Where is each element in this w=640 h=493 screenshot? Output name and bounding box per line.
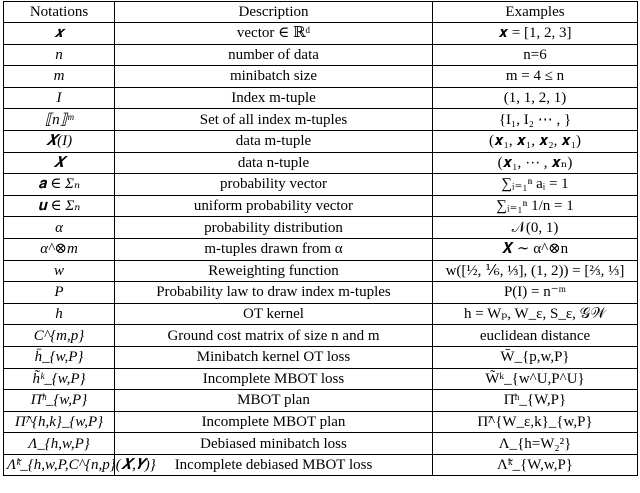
table-row — [4, 66, 638, 88]
table-row — [4, 260, 638, 282]
description-cell: Index m-tuple — [115, 87, 433, 109]
table-row — [4, 238, 638, 260]
example-cell: w([½, ⅙, ⅓], (1, 2)) = [⅔, ⅓] — [433, 260, 638, 282]
example-cell: euclidean distance — [433, 325, 638, 347]
table-row — [4, 109, 638, 131]
example-cell: W̄_{p,w,P} — [433, 346, 638, 368]
description-cell: Set of all index m-tuples — [115, 109, 433, 131]
example-cell: n=6 — [433, 44, 638, 66]
description-cell: probability distribution — [115, 217, 433, 239]
notation-cell: 𝑿 — [4, 152, 115, 174]
example-cell: ∑ᵢ₌₁ⁿ 1/n = 1 — [433, 195, 638, 217]
description-cell: probability vector — [115, 174, 433, 196]
table-row — [4, 325, 638, 347]
example-cell: {I₁, I₂ ⋯ , } — [433, 109, 638, 131]
notation-cell: α^⊗m — [4, 238, 115, 260]
description-cell: Incomplete MBOT plan — [115, 411, 433, 433]
table-header-row — [4, 2, 638, 23]
notation-cell: Π̄ʰ_{w,P} — [4, 390, 115, 412]
notation-cell: 𝐮 ∈ Σₙ — [4, 195, 115, 217]
example-cell: (𝒙₁, ⋯ , 𝒙ₙ) — [433, 152, 638, 174]
example-cell: Λ_{h=W₂²} — [433, 433, 638, 455]
notation-cell: Π̃^{h,k}_{w,P} — [4, 411, 115, 433]
example-cell: 𝒙 = [1, 2, 3] — [433, 23, 638, 45]
table-row — [4, 217, 638, 239]
example-cell: Π̄ʰ_{W,P} — [433, 390, 638, 412]
table-row — [4, 303, 638, 325]
notation-cell: C^{m,p} — [4, 325, 115, 347]
description-cell: Ground cost matrix of size n and m — [115, 325, 433, 347]
example-cell: Λ̃ᵏ_{W,w,P} — [433, 454, 638, 476]
notation-cell: 𝑿(I) — [4, 130, 115, 152]
example-cell: 𝒩(0, 1) — [433, 217, 638, 239]
example-cell: P(I) = n⁻ᵐ — [433, 282, 638, 304]
notation-cell: P — [4, 282, 115, 304]
notation-cell: I — [4, 87, 115, 109]
table-body — [4, 23, 638, 476]
notation-cell: h̃ᵏ_{w,P} — [4, 368, 115, 390]
notation-cell: α — [4, 217, 115, 239]
table-row — [4, 411, 638, 433]
table-row — [4, 87, 638, 109]
notation-cell: 𝒙 — [4, 23, 115, 45]
notation-table — [3, 1, 638, 476]
header-examples: Examples — [433, 2, 638, 23]
header-description: Description — [115, 2, 433, 23]
notation-cell: n — [4, 44, 115, 66]
example-cell: (1, 1, 2, 1) — [433, 87, 638, 109]
example-cell: W̃ᵏ_{w^U,P^U} — [433, 368, 638, 390]
example-cell: Π̃^{W_ε,k}_{w,P} — [433, 411, 638, 433]
example-cell: m = 4 ≤ n — [433, 66, 638, 88]
table-row — [4, 130, 638, 152]
description-cell: Debiased minibatch loss — [115, 433, 433, 455]
table-row — [4, 44, 638, 66]
description-cell: MBOT plan — [115, 390, 433, 412]
table-row — [4, 174, 638, 196]
table-row — [4, 433, 638, 455]
description-cell: Incomplete MBOT loss — [115, 368, 433, 390]
table-row — [4, 195, 638, 217]
description-cell: Minibatch kernel OT loss — [115, 346, 433, 368]
example-cell: h = Wₚ, W_ε, S_ε, 𝒢𝒲 — [433, 303, 638, 325]
example-cell: 𝑿 ∼ α^⊗n — [433, 238, 638, 260]
description-cell: data n-tuple — [115, 152, 433, 174]
notation-cell: 𝐚 ∈ Σₙ — [4, 174, 115, 196]
notation-cell: Λ̃ᵏ_{h,w,P,C^{n,p}(𝑿,𝒀)} — [4, 454, 115, 476]
notation-cell: h̄_{w,P} — [4, 346, 115, 368]
notation-table-container — [3, 1, 637, 476]
table-row — [4, 390, 638, 412]
description-cell: data m-tuple — [115, 130, 433, 152]
table-row — [4, 346, 638, 368]
table-row — [4, 368, 638, 390]
example-cell: (𝒙₁, 𝒙₁, 𝒙₂, 𝒙₁) — [433, 130, 638, 152]
description-cell: m-tuples drawn from α — [115, 238, 433, 260]
description-cell: Probability law to draw index m-tuples — [115, 282, 433, 304]
example-cell: ∑ᵢ₌₁ⁿ aᵢ = 1 — [433, 174, 638, 196]
table-row — [4, 23, 638, 45]
notation-cell: w — [4, 260, 115, 282]
table-row — [4, 282, 638, 304]
description-cell: OT kernel — [115, 303, 433, 325]
description-cell: vector ∈ ℝᵈ — [115, 23, 433, 45]
description-cell: Reweighting function — [115, 260, 433, 282]
description-cell: minibatch size — [115, 66, 433, 88]
table-row — [4, 454, 638, 476]
header-notations: Notations — [4, 2, 115, 23]
description-cell: Incomplete debiased MBOT loss — [115, 454, 433, 476]
notation-cell: Λ_{h,w,P} — [4, 433, 115, 455]
description-cell: uniform probability vector — [115, 195, 433, 217]
table-row — [4, 152, 638, 174]
notation-cell: m — [4, 66, 115, 88]
notation-cell: h — [4, 303, 115, 325]
description-cell: number of data — [115, 44, 433, 66]
notation-cell: ⟦n⟧ᵐ — [4, 109, 115, 131]
